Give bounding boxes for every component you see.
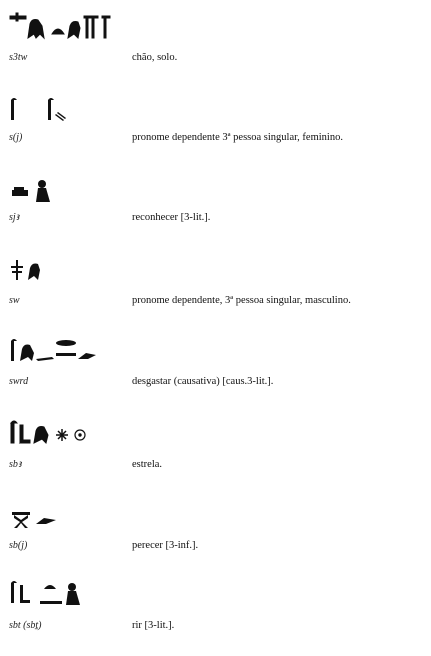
hieroglyph-group (8, 176, 208, 208)
meaning: chão, solo. (132, 52, 178, 63)
hieroglyph-group (8, 256, 208, 288)
meaning: pronome dependente 3ª pessoa singular, feminino. (132, 132, 343, 143)
transliteration: sjꜣ (9, 212, 20, 223)
hieroglyph-group (8, 419, 208, 451)
transliteration: s(j) (9, 132, 23, 143)
meaning: estrela. (132, 459, 163, 470)
hieroglyph-group (8, 10, 208, 42)
transliteration: s3tw (9, 52, 28, 63)
meaning: reconhecer [3-lit.]. (132, 212, 211, 223)
transliteration: sw (9, 295, 20, 306)
meaning: perecer [3-inf.]. (132, 540, 199, 551)
meaning: desgastar (causativa) [caus.3-lit.]. (132, 376, 274, 387)
meaning: rir [3-lit.]. (132, 620, 175, 631)
hieroglyph-group (8, 337, 208, 369)
hieroglyph-group (8, 506, 208, 538)
hieroglyph-group (8, 579, 208, 611)
transliteration: sbꜣ (9, 459, 22, 470)
meaning: pronome dependente, 3ª pessoa singular, masculino. (132, 295, 351, 306)
transliteration: sb(j) (9, 540, 28, 551)
hieroglyph-group (8, 96, 208, 128)
transliteration: swrd (9, 376, 29, 387)
transliteration: sbt (sbṯ) (9, 620, 42, 631)
